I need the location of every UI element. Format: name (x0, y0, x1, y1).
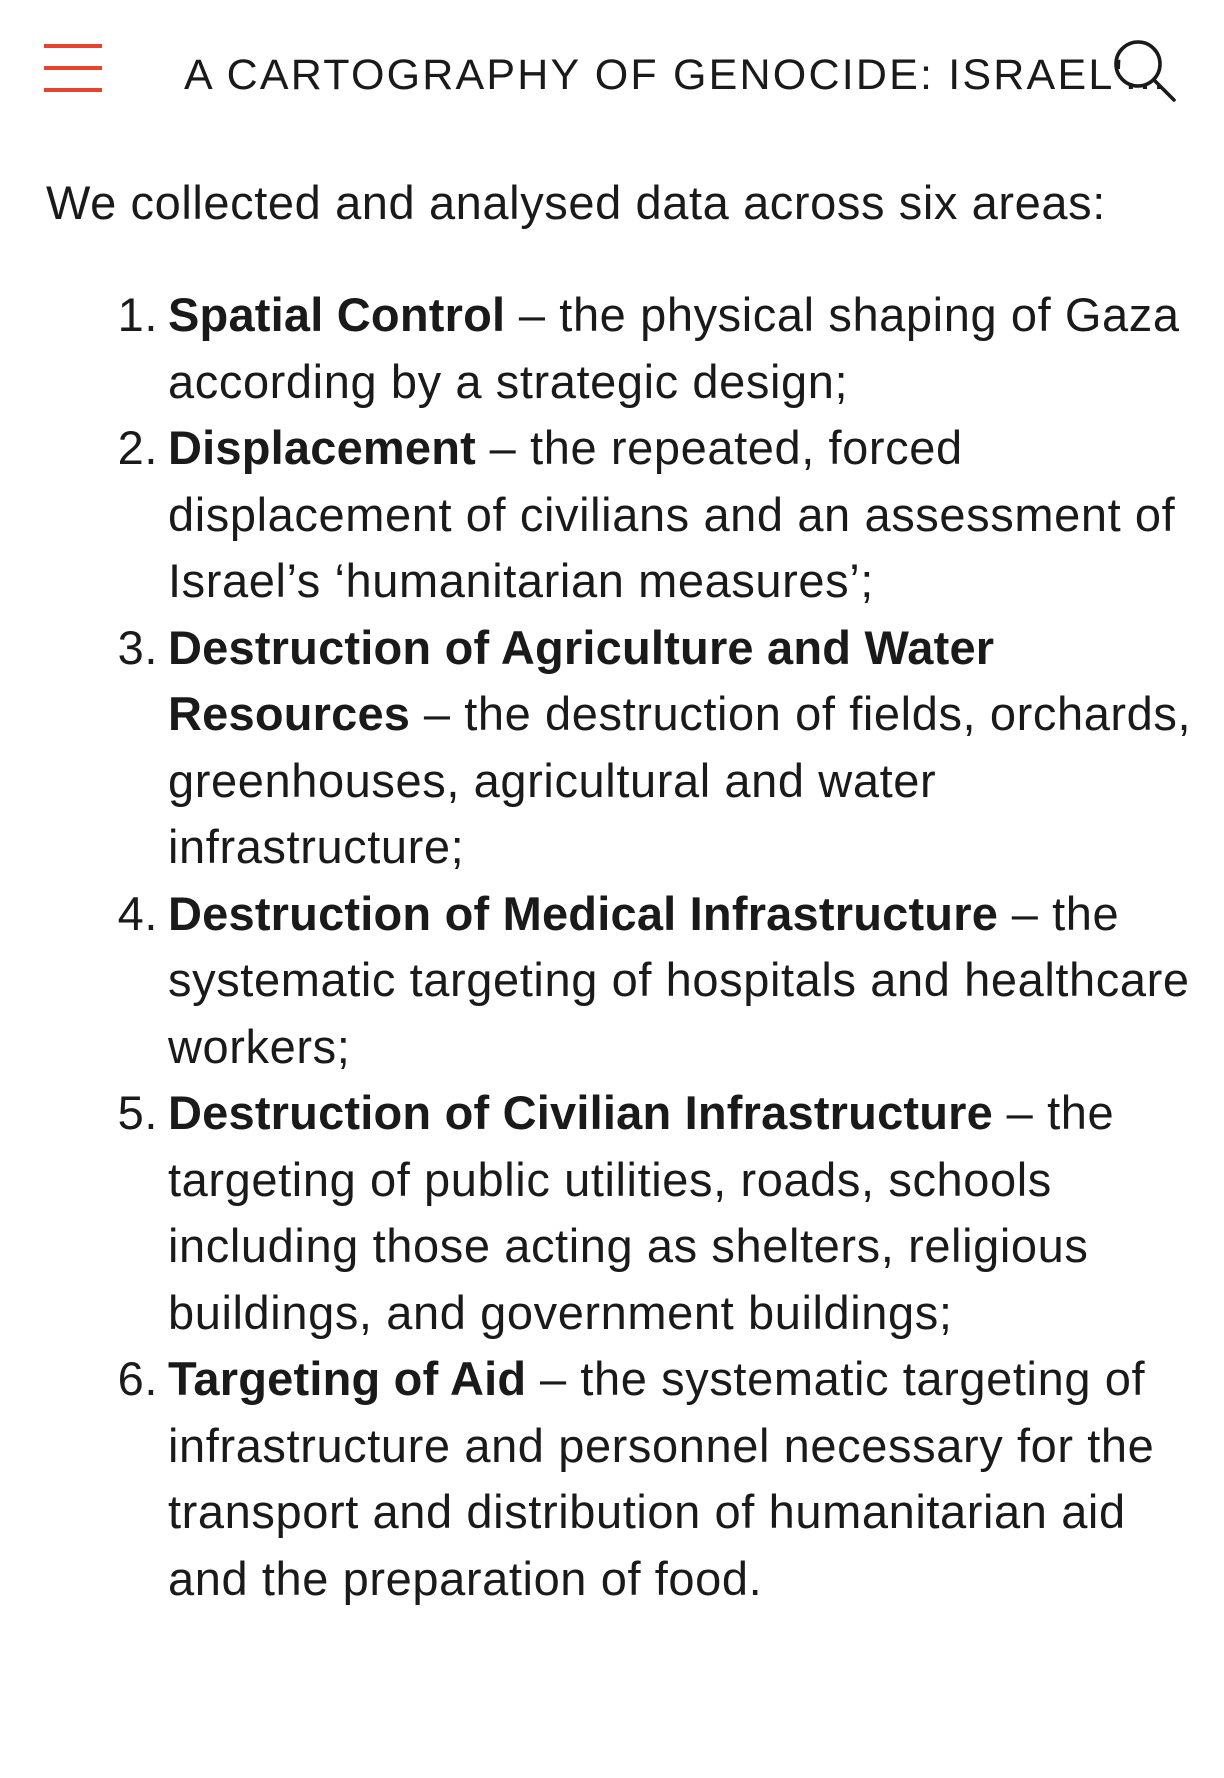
search-icon (1108, 34, 1180, 106)
list-item-description: – the destruction of fields, orchards, greenhouses, agricultural and water infrastructure; (168, 687, 1192, 873)
hamburger-menu-icon (38, 40, 108, 98)
list-item (117, 881, 1198, 1081)
list-item-title: Destruction of Medical Infrastructure (168, 886, 999, 940)
list-item-number: 4. (117, 886, 158, 940)
list-item-description: – the physical shaping of Gaza according by a strategic design; (168, 288, 1180, 408)
article-body (46, 170, 1192, 1612)
list-item-title: Targeting of Aid (168, 1352, 527, 1405)
list-item-title: Displacement (168, 421, 477, 474)
list-item-title: Destruction of Agriculture and Water Resources (168, 620, 995, 740)
list-item-title: Destruction of Civilian Infrastructure (168, 1086, 994, 1139)
intro-paragraph: We collected and analysed data across six areas: (46, 176, 1106, 229)
list-item-number: 5. (117, 1086, 158, 1139)
list-item (117, 615, 1198, 881)
article-title: A CARTOGRAPHY OF GENOCIDE: ISRAEL'... (184, 51, 1168, 99)
list-item-description: – the targeting of public utilities, roads, schools including those acting as shelters, religious buildings, and government buildings; (168, 1086, 1115, 1339)
list-item (117, 1346, 1198, 1612)
list-item (117, 415, 1198, 615)
list-item-description: – the systematic targeting of infrastructure and personnel necessary for the transport and distribution of humanitarian aid and the preparation of food. (168, 1352, 1155, 1605)
site-header (0, 0, 1224, 150)
list-item-description: – the systematic targeting of hospitals and healthcare workers; (168, 886, 1190, 1073)
areas-list (46, 282, 1192, 1612)
list-item (117, 282, 1198, 415)
list-item-number: 3. (117, 620, 158, 674)
list-item-number: 2. (117, 421, 158, 474)
list-item (117, 1080, 1198, 1346)
menu-button[interactable] (38, 40, 108, 98)
list-item-description: – the repeated, forced displacement of civilians and an assessment of Israel’s ‘humanitarian measures’; (168, 421, 1176, 607)
list-item-number: 1. (117, 288, 158, 341)
list-item-number: 6. (117, 1352, 158, 1405)
search-button[interactable] (1108, 34, 1180, 106)
list-item-title: Spatial Control (168, 288, 506, 341)
